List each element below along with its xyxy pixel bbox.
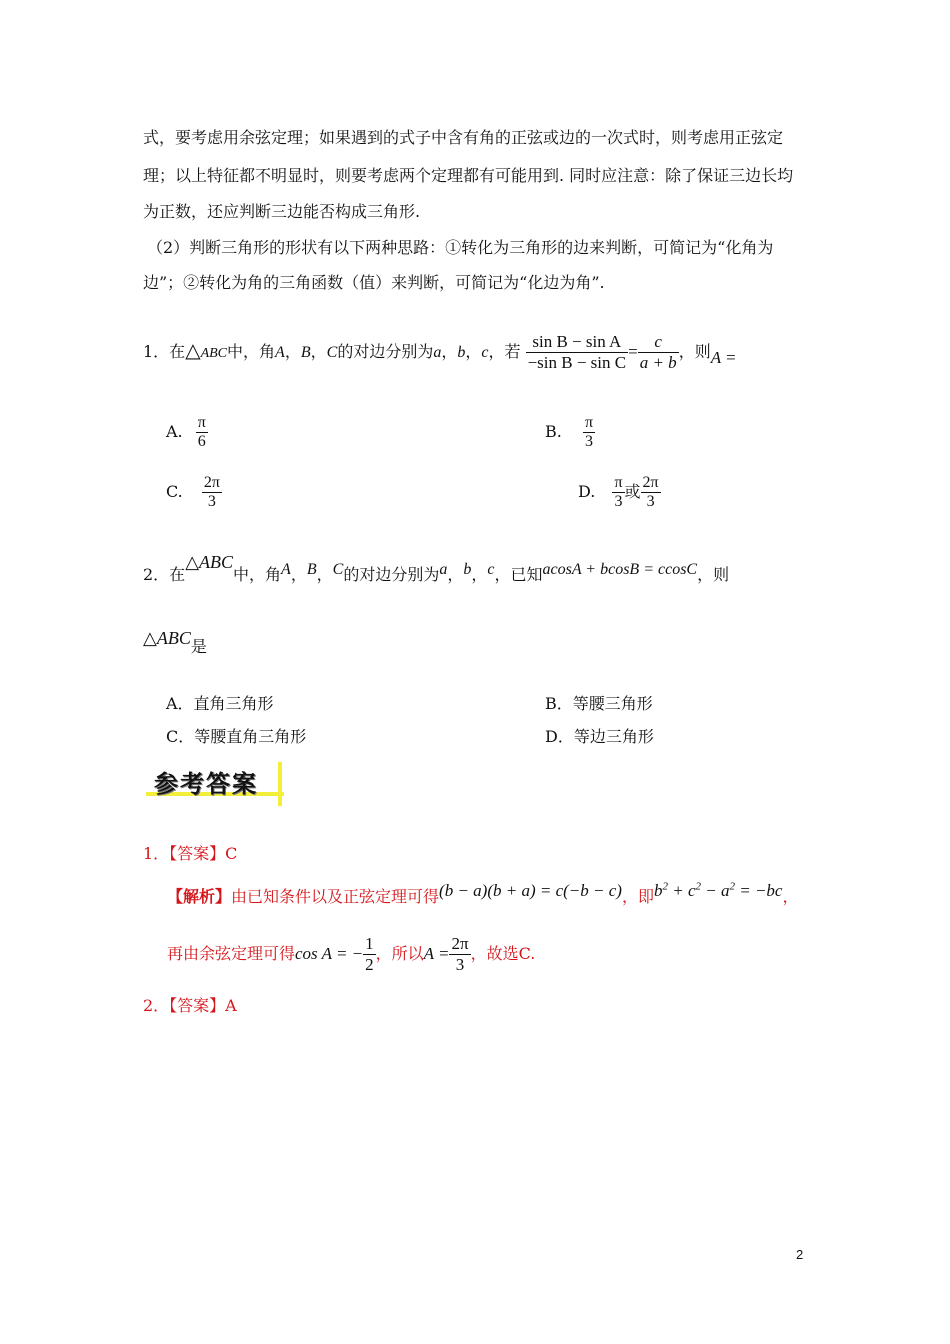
option-fraction [641,474,661,511]
fraction-denominator: 2 [365,955,374,974]
q1-var-c: c [481,344,489,361]
intro-line-5: 边”；②转化为角的三角函数（值）来判断，可简记为“化边为角”. [143,273,605,292]
q2-text: ，已知 [494,565,543,584]
q2-text: 是 [190,637,207,656]
q1-sep: ， [310,342,327,361]
fraction-denominator: 3 [584,433,593,450]
result-fraction [449,934,470,975]
option-label: B. [545,422,562,441]
option-label: D. [578,482,596,501]
q2-var-c: c [487,561,495,578]
option-or: 或 [624,482,641,501]
equation-1: (b − a)(b + a) = c(−b − c) [439,881,622,900]
answer-2-label: 2．【答案】A [143,996,237,1015]
q1-rhs-denominator: a + b [639,353,677,372]
q1-lhs-numerator: sin B − sin A [526,332,629,353]
q2-text: 的对边分别为 [343,565,440,584]
q2-sep: ， [290,565,307,584]
q1-sep: ， [465,342,482,361]
q1-lhs-fraction [526,332,629,373]
question-2 [143,552,730,585]
triangle-symbol: △ [185,338,201,362]
fraction-denominator: 3 [207,493,216,510]
q2-var-C: C [332,561,344,578]
answer-key-badge [144,762,288,806]
q2-sep: ， [447,565,464,584]
equation-2: $b^2 + c^2 - a^2 = -bc$ [653,880,783,900]
intro-line-3: 为正数，还应判断三边能否构成三角形. [143,202,421,221]
q2-option-c[interactable]: C．等腰直角三角形 [166,727,307,746]
q1-rhs-fraction [638,332,679,373]
fraction-denominator: 6 [197,433,206,450]
q1-var-a: a [433,344,442,361]
q1-rhs-numerator: c [638,332,679,353]
q2-text: 中，角 [233,565,282,584]
q1-sep: ， [441,342,458,361]
answer-1-explanation-line-2 [167,934,535,975]
fraction-denominator: 3 [455,955,465,974]
intro-line-4: （2）判断三角形的形状有以下两种思路：①转化为三角形的边来判断，可简记为“化角为 [147,238,774,257]
fraction-denominator: 3 [646,493,655,510]
explanation-text: ， [782,887,799,906]
explanation-text: ，故选C. [470,944,536,963]
fraction-denominator: 3 [614,493,623,510]
q2-sep: ， [471,565,488,584]
explanation-text: ，所以 [375,944,424,963]
eq2-a: a [720,881,730,900]
q1-number: 1．在 [143,342,186,361]
fraction-numerator: 2π [642,474,659,491]
q1-text: 中，角 [227,342,276,361]
eq2-sq: 2 [729,880,735,893]
q2-number: 2．在 [143,565,186,584]
q1-var-A: A [275,344,285,361]
option-fraction [583,414,595,451]
q1-var-C: C [326,344,338,361]
page-number: 2 [796,1247,804,1262]
question-2-line-2 [143,628,207,657]
fraction-numerator: 1 [365,934,374,953]
half-fraction [363,934,376,975]
fraction-numerator: π [584,414,594,431]
q2-var-a: a [439,561,448,578]
answer-1-explanation [167,880,799,907]
result-var: A = [423,944,450,963]
q1-option-c[interactable] [166,474,222,511]
fraction-numerator: π [614,474,623,491]
eq2-b: b [653,881,663,900]
q1-equals: = [628,342,638,361]
q1-var-B: B [300,344,311,361]
explanation-text: 由已知条件以及正弦定理可得 [231,887,440,906]
q1-abc: ABC [200,346,228,361]
q1-option-d[interactable] [578,474,661,511]
intro-line-1: 式，要考虑用余弦定理；如果遇到的式子中含有角的正弦或边的一次式时，则考虑用正弦定 [143,128,784,147]
q1-tail: A = [710,348,737,367]
q2-option-b[interactable]: B．等腰三角形 [545,694,653,713]
option-fraction [196,414,208,451]
eq2-sq: 2 [662,880,668,893]
q1-text: ，若 [488,342,521,361]
q2-condition: acosA + bcosB = ccosC [542,561,698,578]
explanation-text: ，即 [621,887,654,906]
q2-sep: ， [316,565,333,584]
q1-text: 的对边分别为 [337,342,434,361]
q1-var-b: b [457,344,466,361]
q1-lhs-denominator: −sin B − sin C [527,353,627,372]
q2-option-d[interactable]: D．等边三角形 [545,727,654,746]
intro-line-2: 理；以上特征都不明显时，则要考虑两个定理都有可能用到. 同时应注意：除了保证三边长均 [143,166,794,185]
explanation-text: 再由余弦定理可得 [167,944,296,963]
q2-var-b: b [463,561,472,578]
q2-text: ，则 [697,565,730,584]
fraction-numerator: 2π [451,934,469,953]
q2-triangle: △ABC [185,552,234,572]
q1-sep: ， [284,342,301,361]
option-fraction [612,474,624,511]
q2-triangle: △ABC [143,628,191,648]
q2-option-a[interactable]: A．直角三角形 [166,694,274,713]
option-label: A. [166,422,183,441]
option-fraction [202,474,222,511]
cos-expression: cos A = − [295,944,364,963]
q1-text: ，则 [678,342,711,361]
q2-var-B: B [306,561,317,578]
explanation-tag: 【解析】 [167,887,232,906]
fraction-numerator: π [197,414,206,431]
eq2-rest: = −bc [739,881,783,900]
badge-text: 参考答案 [154,769,258,798]
eq2-sq: 2 [695,880,701,893]
q2-var-A: A [281,561,291,578]
question-1 [143,332,737,373]
eq2-c: c [687,881,696,900]
q1-option-a[interactable] [166,414,208,451]
option-label: C. [166,482,183,501]
fraction-numerator: 2π [203,474,220,491]
answer-1-label: 1．【答案】C [143,844,238,863]
q1-option-b[interactable] [545,414,595,451]
